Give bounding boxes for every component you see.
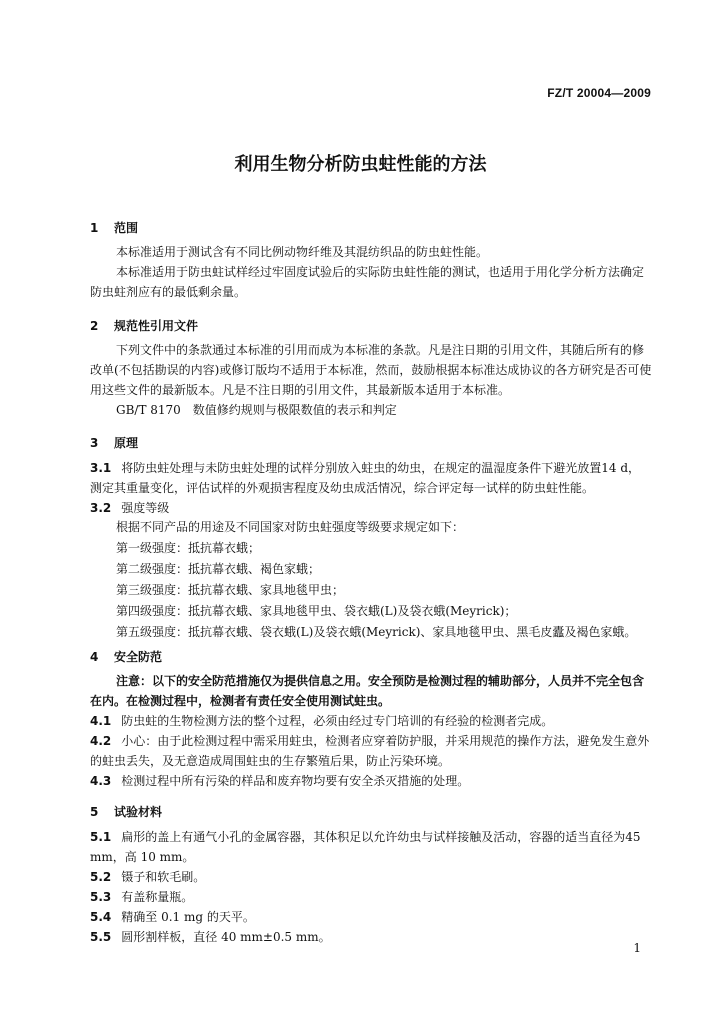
document-title: 利用生物分析防虫蛀性能的方法 — [234, 154, 487, 175]
clause-5-5 — [90, 927, 652, 947]
section-number: 4 — [90, 650, 99, 664]
clause-5-4 — [90, 907, 652, 927]
section-number: 5 — [90, 805, 99, 819]
clause-number: 4.1 — [90, 714, 112, 728]
clause-text: 将防虫蛀处理与未防虫蛀处理的试样分别放入蛀虫的幼虫，在规定的温湿度条件下避光放置14 d，测定其重量变化，评估试样的外观损害程度及幼虫成活情况，综合评定每一试样的防虫蛀性能。 — [90, 461, 641, 495]
section-title: 试验材料 — [114, 805, 163, 819]
clause-5-3 — [90, 887, 652, 907]
clause-text: 精确至 0.1 mg 的天平。 — [121, 910, 255, 924]
clause-number: 3.2 — [90, 501, 112, 515]
clause-number: 5.2 — [90, 870, 112, 884]
clause-text: 圆形割样板，直径 40 mm±0.5 mm。 — [121, 930, 331, 944]
section-5-heading — [90, 803, 162, 820]
page-number: 1 — [633, 941, 641, 955]
clause-text: 扁形的盖上有通气小孔的金属容器，其体积足以允许幼虫与试样接触及活动，容器的适当直径为45 mm，高 10 mm。 — [90, 830, 641, 864]
section-4-heading — [90, 648, 162, 665]
clause-number: 3.1 — [90, 461, 112, 475]
clause-text: 检测过程中所有污染的样品和废弃物均要有安全杀灭措施的处理。 — [121, 774, 470, 788]
list-item: 第五级强度：抵抗幕衣蛾、袋衣蛾(L)及袋衣蛾(Meyrick)、家具地毯甲虫、黑毛皮蠹及褐色家蛾。 — [116, 625, 637, 639]
clause-3-2 — [90, 498, 652, 518]
clause-5-1 — [90, 827, 652, 867]
paragraph: 下列文件中的条款通过本标准的引用而成为本标准的条款。凡是注日期的引用文件，其随后所有的修改单(不包括勘误的内容)或修订版均不适用于本标准，然而，鼓励根据本标准达成协议的各方研究是否可使用这些文件的最新版本。凡是不注日期的引用文件，其最新版本适用于本标准。 — [90, 343, 652, 397]
clause-number: 5.1 — [90, 830, 112, 844]
clause-4-1 — [90, 711, 652, 731]
section-1-heading — [90, 219, 138, 236]
section-2-body — [90, 340, 652, 420]
clause-number: 4.3 — [90, 774, 112, 788]
clause-4-2 — [90, 731, 652, 771]
clause-5-2 — [90, 867, 652, 887]
clause-text: 镊子和软毛刷。 — [121, 870, 206, 884]
section-number: 3 — [90, 436, 99, 450]
list-intro: 根据不同产品的用途及不同国家对防虫蛀强度等级要求规定如下： — [116, 520, 465, 534]
section-title: 原理 — [114, 436, 139, 450]
paragraph: 本标准适用于防虫蛀试样经过牢固度试验后的实际防虫蛀性能的测试，也适用于用化学分析方法确定防虫蛀剂应有的最低剩余量。 — [90, 265, 645, 299]
clause-text: 强度等级 — [121, 501, 170, 515]
clause-3-1 — [90, 458, 652, 498]
section-title: 规范性引用文件 — [114, 319, 199, 333]
clause-number: 5.3 — [90, 890, 112, 904]
clause-text: 小心：由于此检测过程中需采用蛀虫，检测者应穿着防护服，并采用规范的操作方法，避免发生意外的蛀虫丢失，及无意造成周围蛀虫的生存繁殖后果，防止污染环境。 — [90, 734, 650, 768]
section-number: 1 — [90, 221, 99, 235]
list-item: 第四级强度：抵抗幕衣蛾、家具地毯甲虫、袋衣蛾(L)及袋衣蛾(Meyrick)； — [116, 604, 517, 618]
section-2-heading — [90, 317, 198, 334]
reference: GB/T 8170 数值修约规则与极限数值的表示和判定 — [116, 403, 397, 417]
standard-number: FZ/T 20004—2009 — [547, 86, 651, 100]
section-number: 2 — [90, 319, 99, 333]
list-item: 第二级强度：抵抗幕衣蛾、褐色家蛾； — [116, 562, 321, 576]
clause-number: 4.2 — [90, 734, 112, 748]
section-title: 安全防范 — [114, 650, 163, 664]
clause-number: 5.5 — [90, 930, 112, 944]
section-1-body — [90, 242, 652, 302]
section-3-heading — [90, 434, 138, 451]
paragraph: 本标准适用于测试含有不同比例动物纤维及其混纺织品的防虫蛀性能。 — [116, 245, 489, 259]
clause-number: 5.4 — [90, 910, 112, 924]
clause-4-3 — [90, 771, 652, 791]
grade-list — [116, 517, 636, 643]
list-item: 第一级强度：抵抗幕衣蛾； — [116, 541, 261, 555]
safety-note — [90, 671, 652, 711]
clause-text: 防虫蛀的生物检测方法的整个过程，必须由经过专门培训的有经验的检测者完成。 — [121, 714, 554, 728]
note-text: 注意：以下的安全防范措施仅为提供信息之用。安全预防是检测过程的辅助部分，人员并不完全包含在内。在检测过程中，检测者有责任安全使用测试蛀虫。 — [90, 674, 645, 708]
section-title: 范围 — [114, 221, 139, 235]
list-item: 第三级强度：抵抗幕衣蛾、家具地毯甲虫； — [116, 583, 345, 597]
clause-text: 有盖称量瓶。 — [121, 890, 194, 904]
